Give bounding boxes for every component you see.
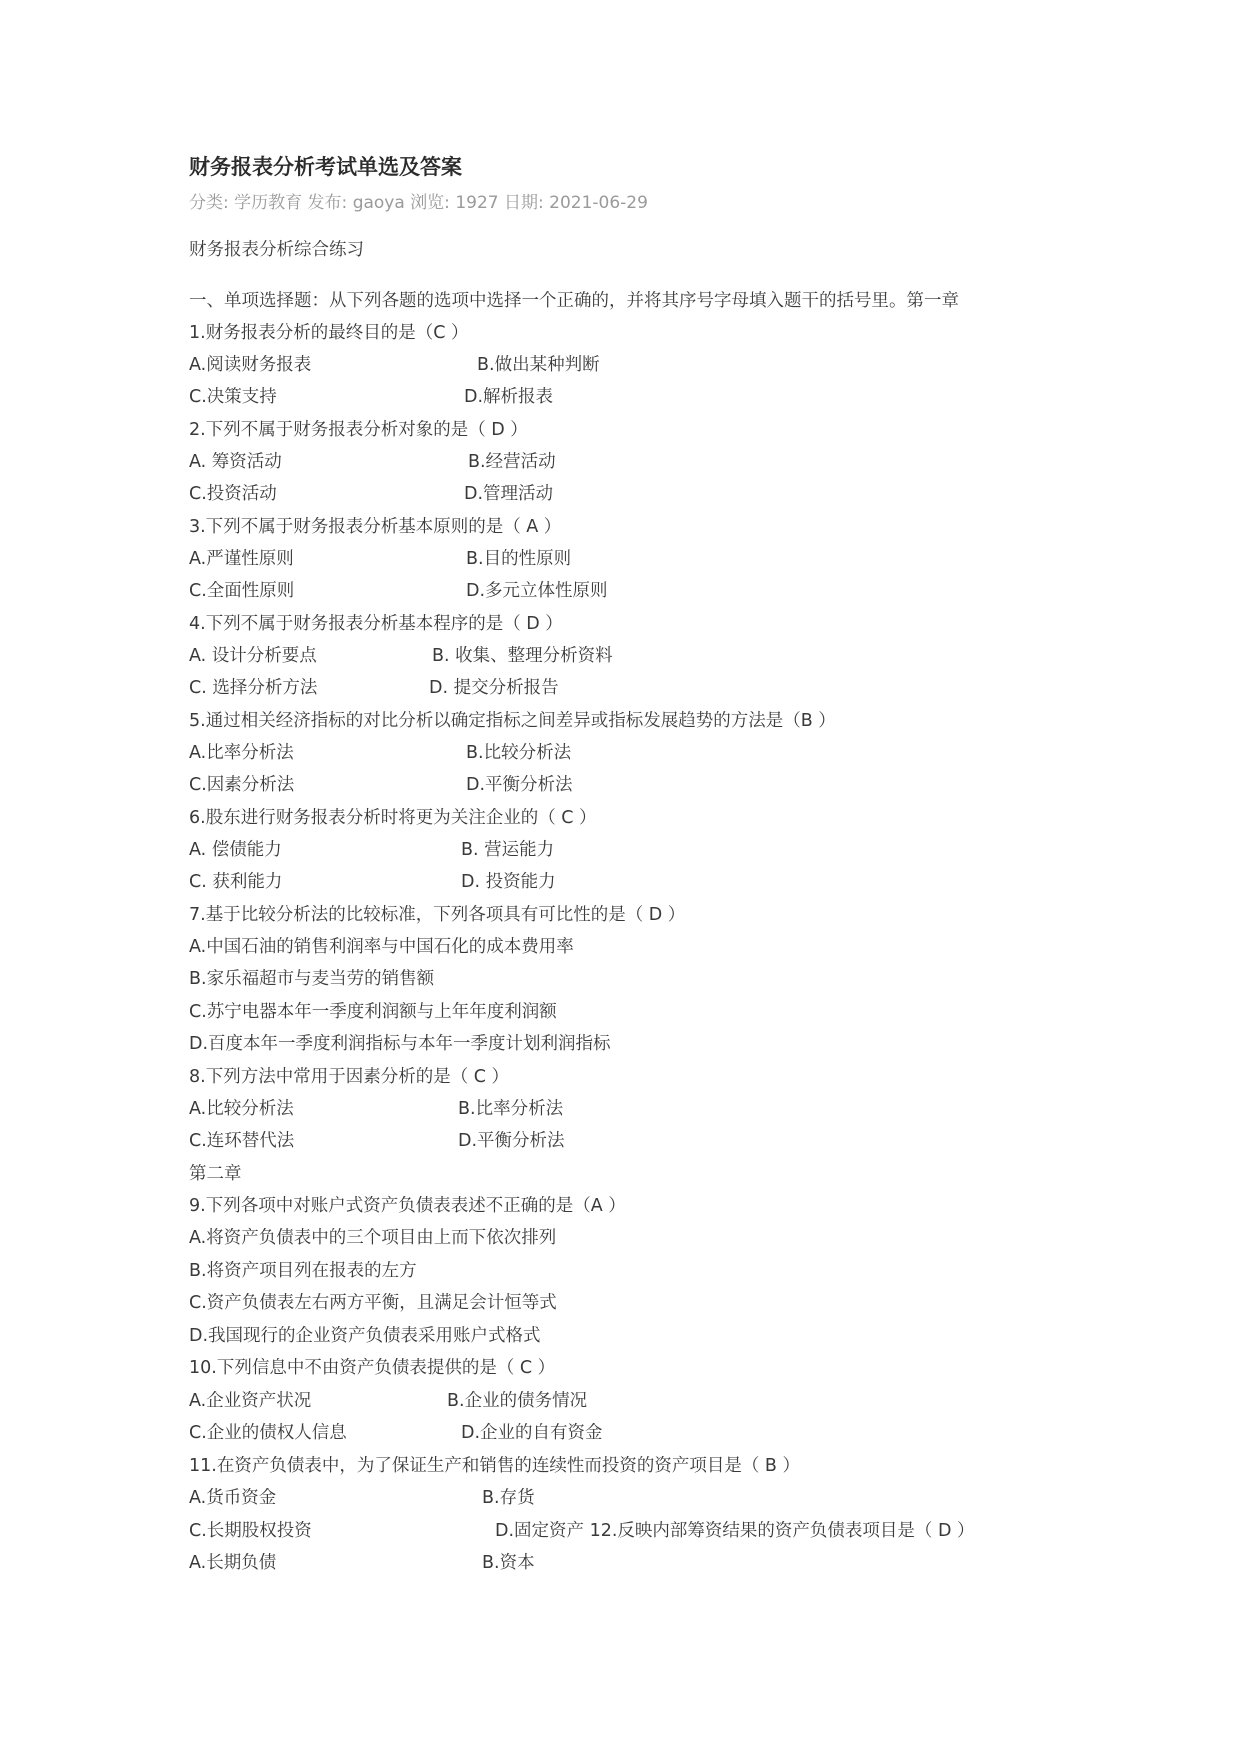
publisher-label: 发布: <box>307 193 348 213</box>
option-row <box>189 354 600 376</box>
option-d: D.企业的自有资金 <box>461 1423 603 1443</box>
question-7: 7.基于比较分析法的比较标准，下列各项具有可比性的是（ D ） <box>189 905 686 925</box>
option-d: D.解析报表 <box>464 387 554 407</box>
option-row <box>189 645 613 667</box>
option-row <box>189 548 572 570</box>
option-row <box>189 871 556 893</box>
option-d: D.固定资产 12.反映内部筹资结果的资产负债表项目是（ D ） <box>495 1521 975 1541</box>
page-title: 财务报表分析考试单选及答案 <box>189 155 462 179</box>
option-a: A. 偿债能力 <box>189 840 282 860</box>
option-d: D.平衡分析法 <box>458 1131 565 1151</box>
option-d: D.百度本年一季度利润指标与本年一季度计划利润指标 <box>189 1034 611 1054</box>
option-row <box>189 1130 565 1152</box>
views-label: 浏览: <box>410 193 450 213</box>
option-b: B. 收集、整理分析资料 <box>432 646 613 666</box>
instructions: 一、单项选择题：从下列各题的选项中选择一个正确的，并将其序号字母填入题干的括号里。第一章 <box>189 291 959 311</box>
option-row <box>189 1520 975 1542</box>
question-10: 10.下列信息中不由资产负债表提供的是（ C ） <box>189 1358 556 1378</box>
option-a: A.企业资产状况 <box>189 1391 312 1411</box>
option-c: C. 选择分析方法 <box>189 678 318 698</box>
option-a: A.严谨性原则 <box>189 549 294 569</box>
option-row <box>189 1552 535 1574</box>
option-d: D. 提交分析报告 <box>429 678 559 698</box>
publisher-name: gaoya <box>352 193 405 213</box>
option-a: A.阅读财务报表 <box>189 355 312 375</box>
option-c: C.连环替代法 <box>189 1131 295 1151</box>
option-row <box>189 451 556 473</box>
question-5: 5.通过相关经济指标的对比分析以确定指标之间差异或指标发展趋势的方法是（B ） <box>189 711 836 731</box>
option-d: D.管理活动 <box>464 484 554 504</box>
option-d: D. 投资能力 <box>461 872 556 892</box>
option-row <box>189 677 559 699</box>
option-c: C.投资活动 <box>189 484 277 504</box>
option-c: C.全面性原则 <box>189 581 295 601</box>
section-subtitle: 财务报表分析综合练习 <box>189 240 364 260</box>
publish-date: 2021-06-29 <box>549 193 648 213</box>
option-d: D.我国现行的企业资产负债表采用账户式格式 <box>189 1326 541 1346</box>
option-b: B.存货 <box>482 1488 535 1508</box>
option-d: D.平衡分析法 <box>466 775 573 795</box>
chapter-heading: 第二章 <box>189 1164 242 1184</box>
option-c: C.苏宁电器本年一季度利润额与上年年度利润额 <box>189 1002 557 1022</box>
option-row <box>189 1422 603 1444</box>
option-d: D.多元立体性原则 <box>466 581 608 601</box>
option-c: C.决策支持 <box>189 387 277 407</box>
option-row <box>189 386 554 408</box>
category-label: 分类: <box>189 193 229 213</box>
option-row <box>189 774 573 796</box>
option-a: A. 筹资活动 <box>189 452 282 472</box>
option-row <box>189 1487 535 1509</box>
option-a: A. 设计分析要点 <box>189 646 317 666</box>
option-a: A.比率分析法 <box>189 743 294 763</box>
question-2: 2.下列不属于财务报表分析对象的是（ D ） <box>189 420 528 440</box>
option-b: B.目的性原则 <box>466 549 572 569</box>
question-11: 11.在资产负债表中，为了保证生产和销售的连续性而投资的资产项目是（ B ） <box>189 1456 800 1476</box>
option-c: C.因素分析法 <box>189 775 295 795</box>
article-meta <box>189 188 648 213</box>
option-c: C.长期股权投资 <box>189 1521 312 1541</box>
question-3: 3.下列不属于财务报表分析基本原则的是（ A ） <box>189 517 562 537</box>
option-a: A.货币资金 <box>189 1488 277 1508</box>
option-c: C.资产负债表左右两方平衡，且满足会计恒等式 <box>189 1293 557 1313</box>
question-8: 8.下列方法中常用于因素分析的是（ C ） <box>189 1067 510 1087</box>
question-1: 1.财务报表分析的最终目的是（C ） <box>189 323 469 343</box>
option-c: C.企业的债权人信息 <box>189 1423 347 1443</box>
option-row <box>189 742 572 764</box>
question-6: 6.股东进行财务报表分析时将更为关注企业的（ C ） <box>189 808 597 828</box>
option-row <box>189 580 608 602</box>
option-b: B.资本 <box>482 1553 535 1573</box>
question-9: 9.下列各项中对账户式资产负债表表述不正确的是（A ） <box>189 1196 626 1216</box>
option-a: A.将资产负债表中的三个项目由上而下依次排列 <box>189 1228 557 1248</box>
option-row <box>189 839 555 861</box>
option-a: A.长期负债 <box>189 1553 277 1573</box>
category-link[interactable]: 学历教育 <box>234 193 303 213</box>
option-b: B.做出某种判断 <box>477 355 600 375</box>
option-row <box>189 1098 564 1120</box>
option-c: C. 获利能力 <box>189 872 283 892</box>
option-b: B.将资产项目列在报表的左方 <box>189 1261 417 1281</box>
option-a: A.比较分析法 <box>189 1099 294 1119</box>
option-b: B.经营活动 <box>468 452 556 472</box>
option-b: B.比率分析法 <box>458 1099 564 1119</box>
views-count: 1927 <box>455 193 499 213</box>
option-b: B.比较分析法 <box>466 743 572 763</box>
option-b: B.企业的债务情况 <box>447 1391 588 1411</box>
question-4: 4.下列不属于财务报表分析基本程序的是（ D ） <box>189 614 563 634</box>
option-a: A.中国石油的销售利润率与中国石化的成本费用率 <box>189 937 574 957</box>
date-label: 日期: <box>504 193 544 213</box>
option-row <box>189 1390 588 1412</box>
option-b: B.家乐福超市与麦当劳的销售额 <box>189 969 435 989</box>
option-row <box>189 483 554 505</box>
option-b: B. 营运能力 <box>461 840 555 860</box>
